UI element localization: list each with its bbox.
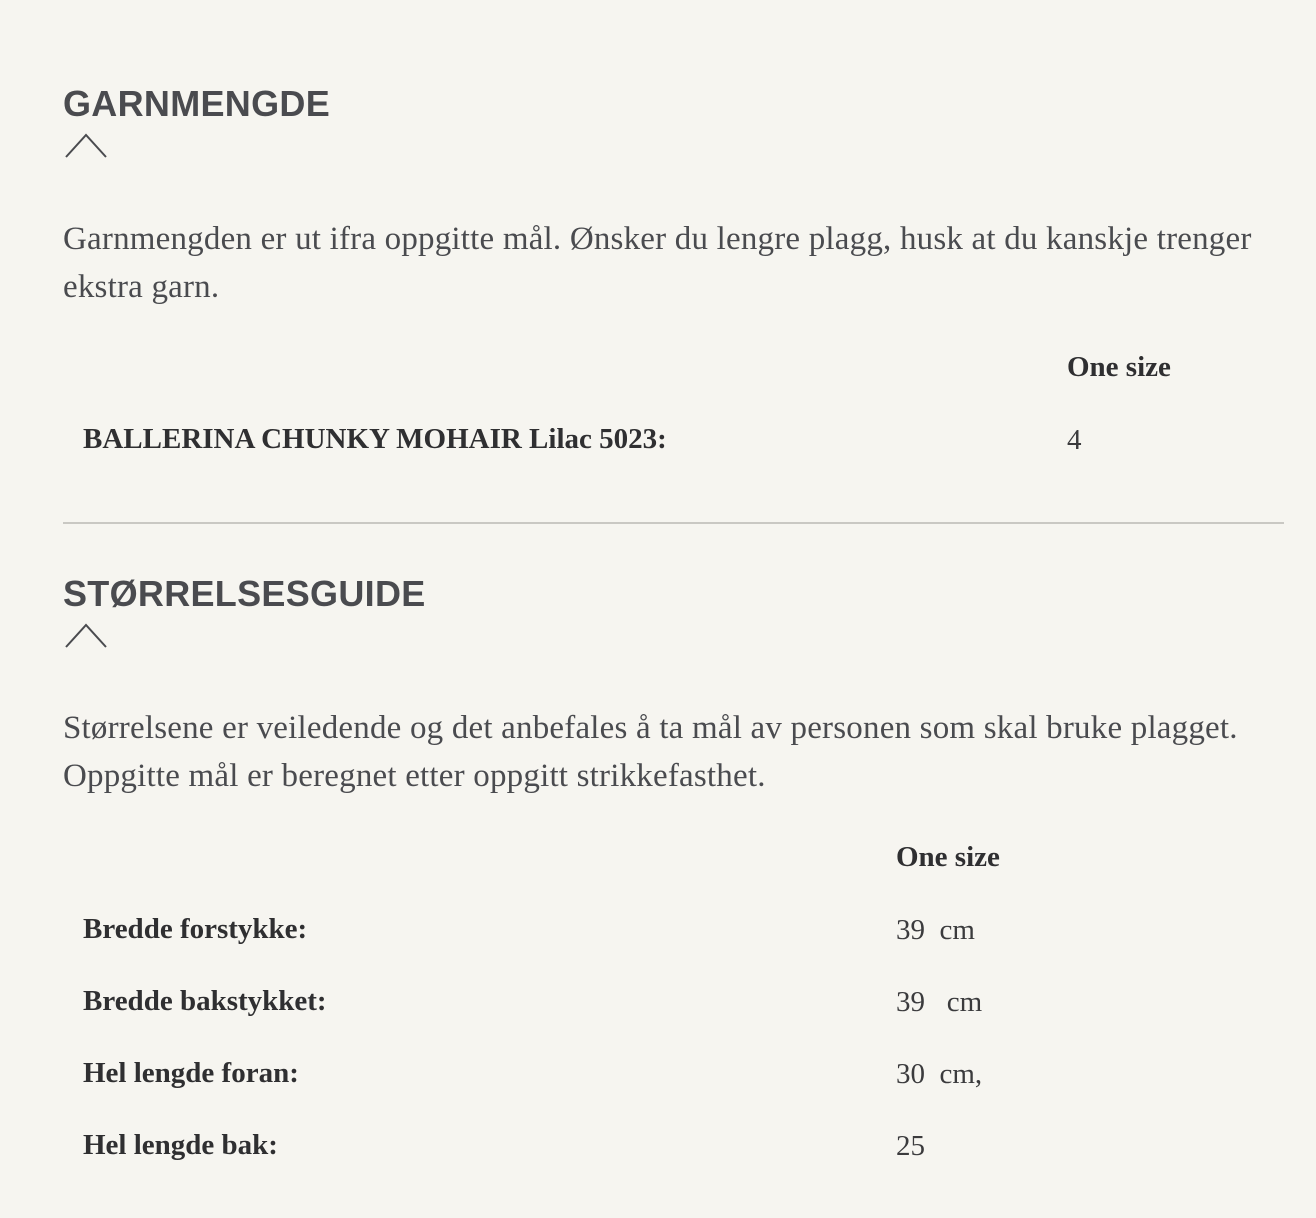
garnmengde-row-value: 4: [1067, 424, 1082, 456]
table-row-label: Hel lengde foran:: [83, 1057, 299, 1089]
storrelsesguide-table: [63, 0, 1284, 1218]
table-row-value: 30 cm,: [896, 1058, 983, 1090]
storrelsesguide-column-header: One size: [896, 841, 1000, 873]
storrelsesguide-title[interactable]: STØRRELSESGUIDE: [63, 573, 426, 614]
table-row-label: Hel lengde bak:: [83, 1129, 278, 1161]
table-row-label: Bredde forstykke:: [83, 913, 308, 945]
storrelsesguide-description: Størrelsene er veiledende og det anbefales å ta mål av personen som skal bruke plagget. Oppgitte mål er beregnet etter oppgitt strikkefasthet.: [63, 710, 1238, 794]
garnmengde-description: Garnmengden er ut ifra oppgitte mål. Ønsker du lengre plagg, husk at du kanskje trenger ekstra garn.: [63, 221, 1252, 305]
table-row-label: Bredde bakstykket:: [83, 985, 327, 1017]
table-row-value: 25: [896, 1130, 925, 1162]
garnmengde-row-label: BALLERINA CHUNKY MOHAIR Lilac 5023:: [83, 423, 667, 455]
garnmengde-column-header: One size: [1067, 351, 1171, 383]
garnmengde-title[interactable]: GARNMENGDE: [63, 83, 331, 124]
table-row-value: 39 cm: [896, 986, 983, 1018]
table-row-value: 39 cm: [896, 914, 975, 946]
